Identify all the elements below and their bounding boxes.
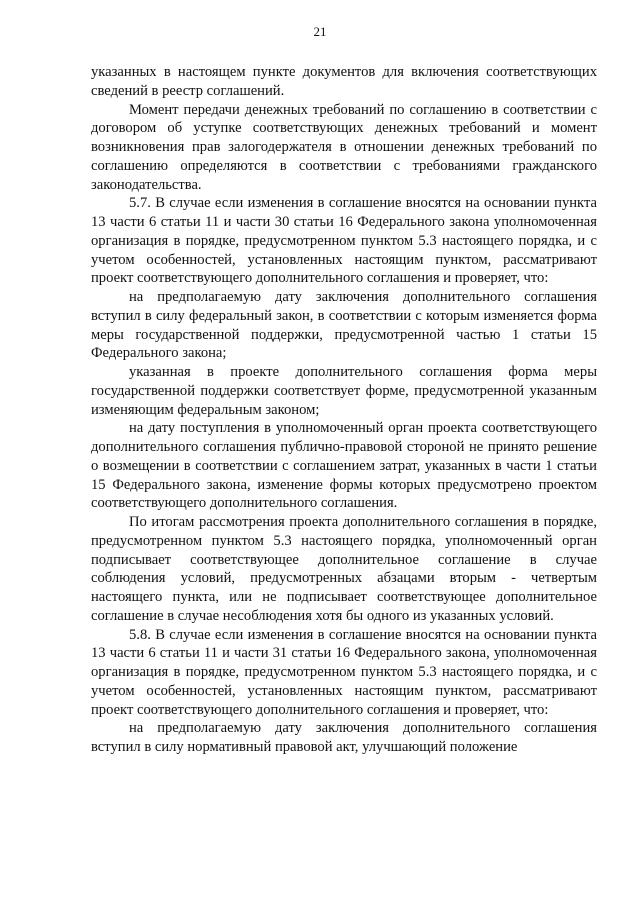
paragraph-clause-5-8: 5.8. В случае если изменения в соглашение вносятся на основании пункта 13 части 6 статьи 11 и части 31 статьи 16 Федерального закона, уполномоченная организация в порядке, предусмотренном пунктом 5.3 настоящего порядка, и с учетом особенностей, установленных настоящим пунктом, рассматривают проект соответствующего дополнительного соглашения и проверяет, что:	[91, 626, 597, 718]
paragraph-monetary-claims-transfer: Момент передачи денежных требований по соглашению в соответствии с договором об уступке соответствующих денежных требований и момент возникновения прав залогодержателя в отношении денежных требований по соглашению определяются в соответствии с требованиями гражданского законодательства.	[91, 101, 597, 193]
page-number: 21	[313, 24, 327, 39]
paragraph-clause-5-7-review-result: По итогам рассмотрения проекта дополнительного соглашения в порядке, предусмотренном пунктом 5.3 настоящего порядка, уполномоченный орган подписывает соответствующее дополнительное соглашение в случае соблюдения условий, предусмотренных абзацами вторым - четвертым настоящего пункта, или не подписывает соответствующее дополнительное соглашение в случае несоблюдения хотя бы одного из указанных условий.	[91, 514, 597, 624]
paragraph-clause-5-7: 5.7. В случае если изменения в соглашение вносятся на основании пункта 13 части 6 статьи 11 и части 30 статьи 16 Федерального закона уполномоченная организация в порядке, предусмотренном пунктом 5.3 настоящего порядка, и с учетом особенностей, установленных настоящим пунктом, рассматривают проект соответствующего дополнительного соглашения и проверяет, что:	[91, 195, 597, 287]
paragraph-clause-5-7-condition-no-decision: на дату поступления в уполномоченный орган проекта соответствующего дополнительного соглашения публично-правовой стороной не принято решение о возмещении в соответствии с соглашением затрат, указанных в части 1 статьи 15 Федерального закона, изменение формы которых предусмотрено проектом соответствующего дополнительного соглашения.	[91, 420, 597, 512]
paragraph-clause-5-7-condition-support-form: указанная в проекте дополнительного соглашения форма меры государственной поддержки соответствует форме, предусмотренной указанным изменяющим федеральным законом;	[91, 364, 597, 418]
paragraph-clause-5-7-condition-federal-law: на предполагаемую дату заключения дополнительного соглашения вступил в силу федеральный закон, в соответствии с которым изменяется форма меры государственной поддержки, предусмотренной частью 1 статьи 15 Федерального закона;	[91, 289, 597, 362]
paragraph-clause-5-8-condition-normative-act: на предполагаемую дату заключения дополнительного соглашения вступил в силу нормативный правовой акт, улучшающий положение	[91, 720, 597, 755]
document-body	[91, 63, 597, 757]
paragraph-continued-from-previous-page: указанных в настоящем пункте документов для включения соответствующих сведений в реестр соглашений.	[91, 64, 597, 99]
